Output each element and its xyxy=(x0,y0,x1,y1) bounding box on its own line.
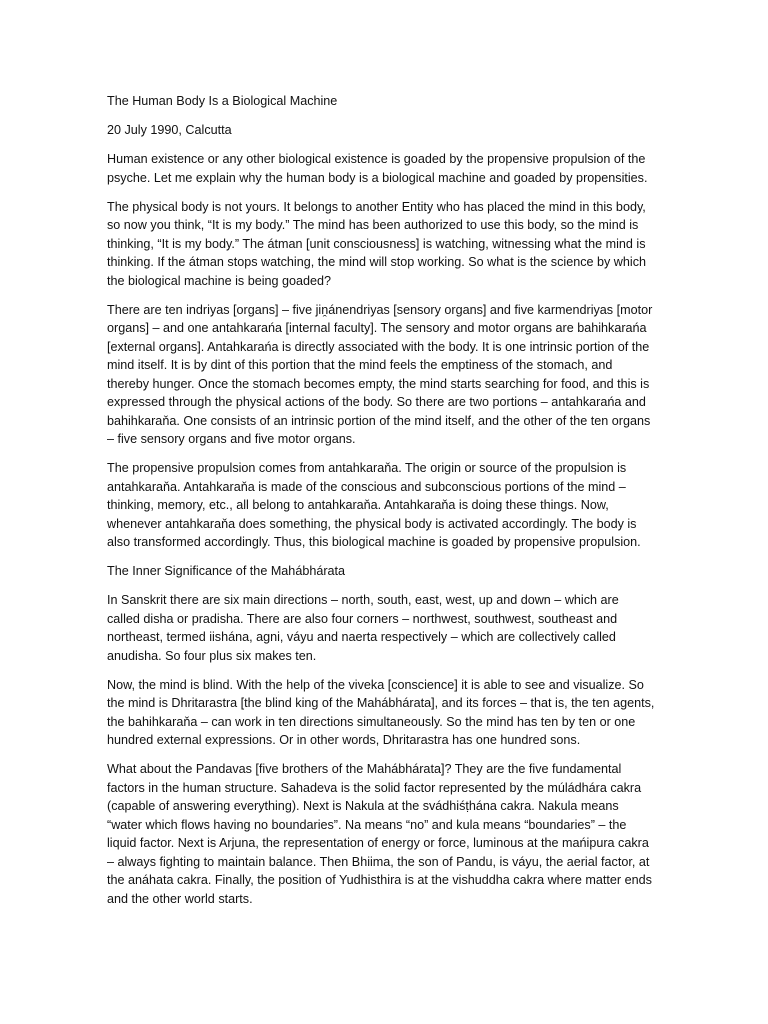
paragraph-6: Now, the mind is blind. With the help of the viveka [conscience] it is able to see and visualize. So the mind is Dhritarastra [the blind king of the Mahábhárata], and its forces – that is, the ten agents, the bahihkaraňa – can work in ten directions simultaneously. So the mind has ten by ten or one hundred external expressions. Or in other words, Dhritarastra has one hundred sons. xyxy=(107,677,655,747)
section-subheading: The Inner Significance of the Mahábhárata xyxy=(107,564,346,578)
document-page xyxy=(107,92,655,919)
paragraph-7: What about the Pandavas [five brothers of the Mahábhárata]? They are the five fundamental factors in the human structure. Sahadeva is the solid factor represented by the múládhára cakra (capable of answering everything). Next is Nakula at the svádhiśṭhána cakra. Nakula means “water which flows having no boundaries”. Na means “no” and kula means “boundaries” – the liquid factor. Next is Arjuna, the representation of energy or force, luminous at the mańipura cakra – always fighting to maintain balance. Then Bhiima, the son of Pandu, is váyu, the aerial factor, at the anáhata cakra. Finally, the position of Yudhisthira is at the vishuddha cakra where matter ends and the other world starts. xyxy=(107,762,652,906)
paragraph-4: The propensive propulsion comes from antahkaraňa. The origin or source of the propulsion is antahkaraňa. Antahkaraňa is made of the conscious and subconscious portions of the mind – thinking, memory, etc., all belong to antahkaraňa. Antahkaraňa is doing these things. Now, whenever antahkaraňa does something, the physical body is activated accordingly. The body is also transformed accordingly. Thus, this biological machine is goaded by propensive propulsion. xyxy=(107,461,641,549)
paragraph-2: The physical body is not yours. It belongs to another Entity who has placed the mind in this body, so now you think, “It is my body.” The mind has been authorized to use this body, so the mind is thinking, “It is my body.” The átman [unit consciousness] is watching, witnessing what the mind is thinking. If the átman stops watching, the mind will stop working. So what is the science by which the biological machine is being goaded? xyxy=(107,199,646,288)
document-dateline: 20 July 1990, Calcutta xyxy=(107,123,232,137)
paragraph-5: In Sanskrit there are six main directions – north, south, east, west, up and down – which are called disha or pradisha. There are also four corners – northwest, southwest, southeast and northeast, termed iishána, agni, váyu and naerta respectively – which are collectively called anudisha. So four plus six makes ten. xyxy=(107,593,619,663)
paragraph-3: There are ten indriyas [organs] – five jiṋánendriyas [sensory organs] and five karmendriyas [motor organs] – and one antahkarańa [internal faculty]. The sensory and motor organs are bahihkarańa [external organs]. Antahkarańa is directly associated with the body. It is one intrinsic portion of the mind itself. It is by dint of this portion that the mind feels the emptiness of the stomach, and thereby hunger. Once the stomach becomes empty, the mind starts searching for food, and this is expressed through the physical actions of the body. So there are two portions – antahkarańa and bahihkaraňa. One consists of an intrinsic portion of the mind itself, and the other of the ten organs – five sensory organs and five motor organs. xyxy=(107,302,653,446)
paragraph-1: Human existence or any other biological existence is goaded by the propensive propulsion of the psyche. Let me explain why the human body is a biological machine and goaded by propensities. xyxy=(107,152,648,185)
document-title: The Human Body Is a Biological Machine xyxy=(107,94,338,108)
